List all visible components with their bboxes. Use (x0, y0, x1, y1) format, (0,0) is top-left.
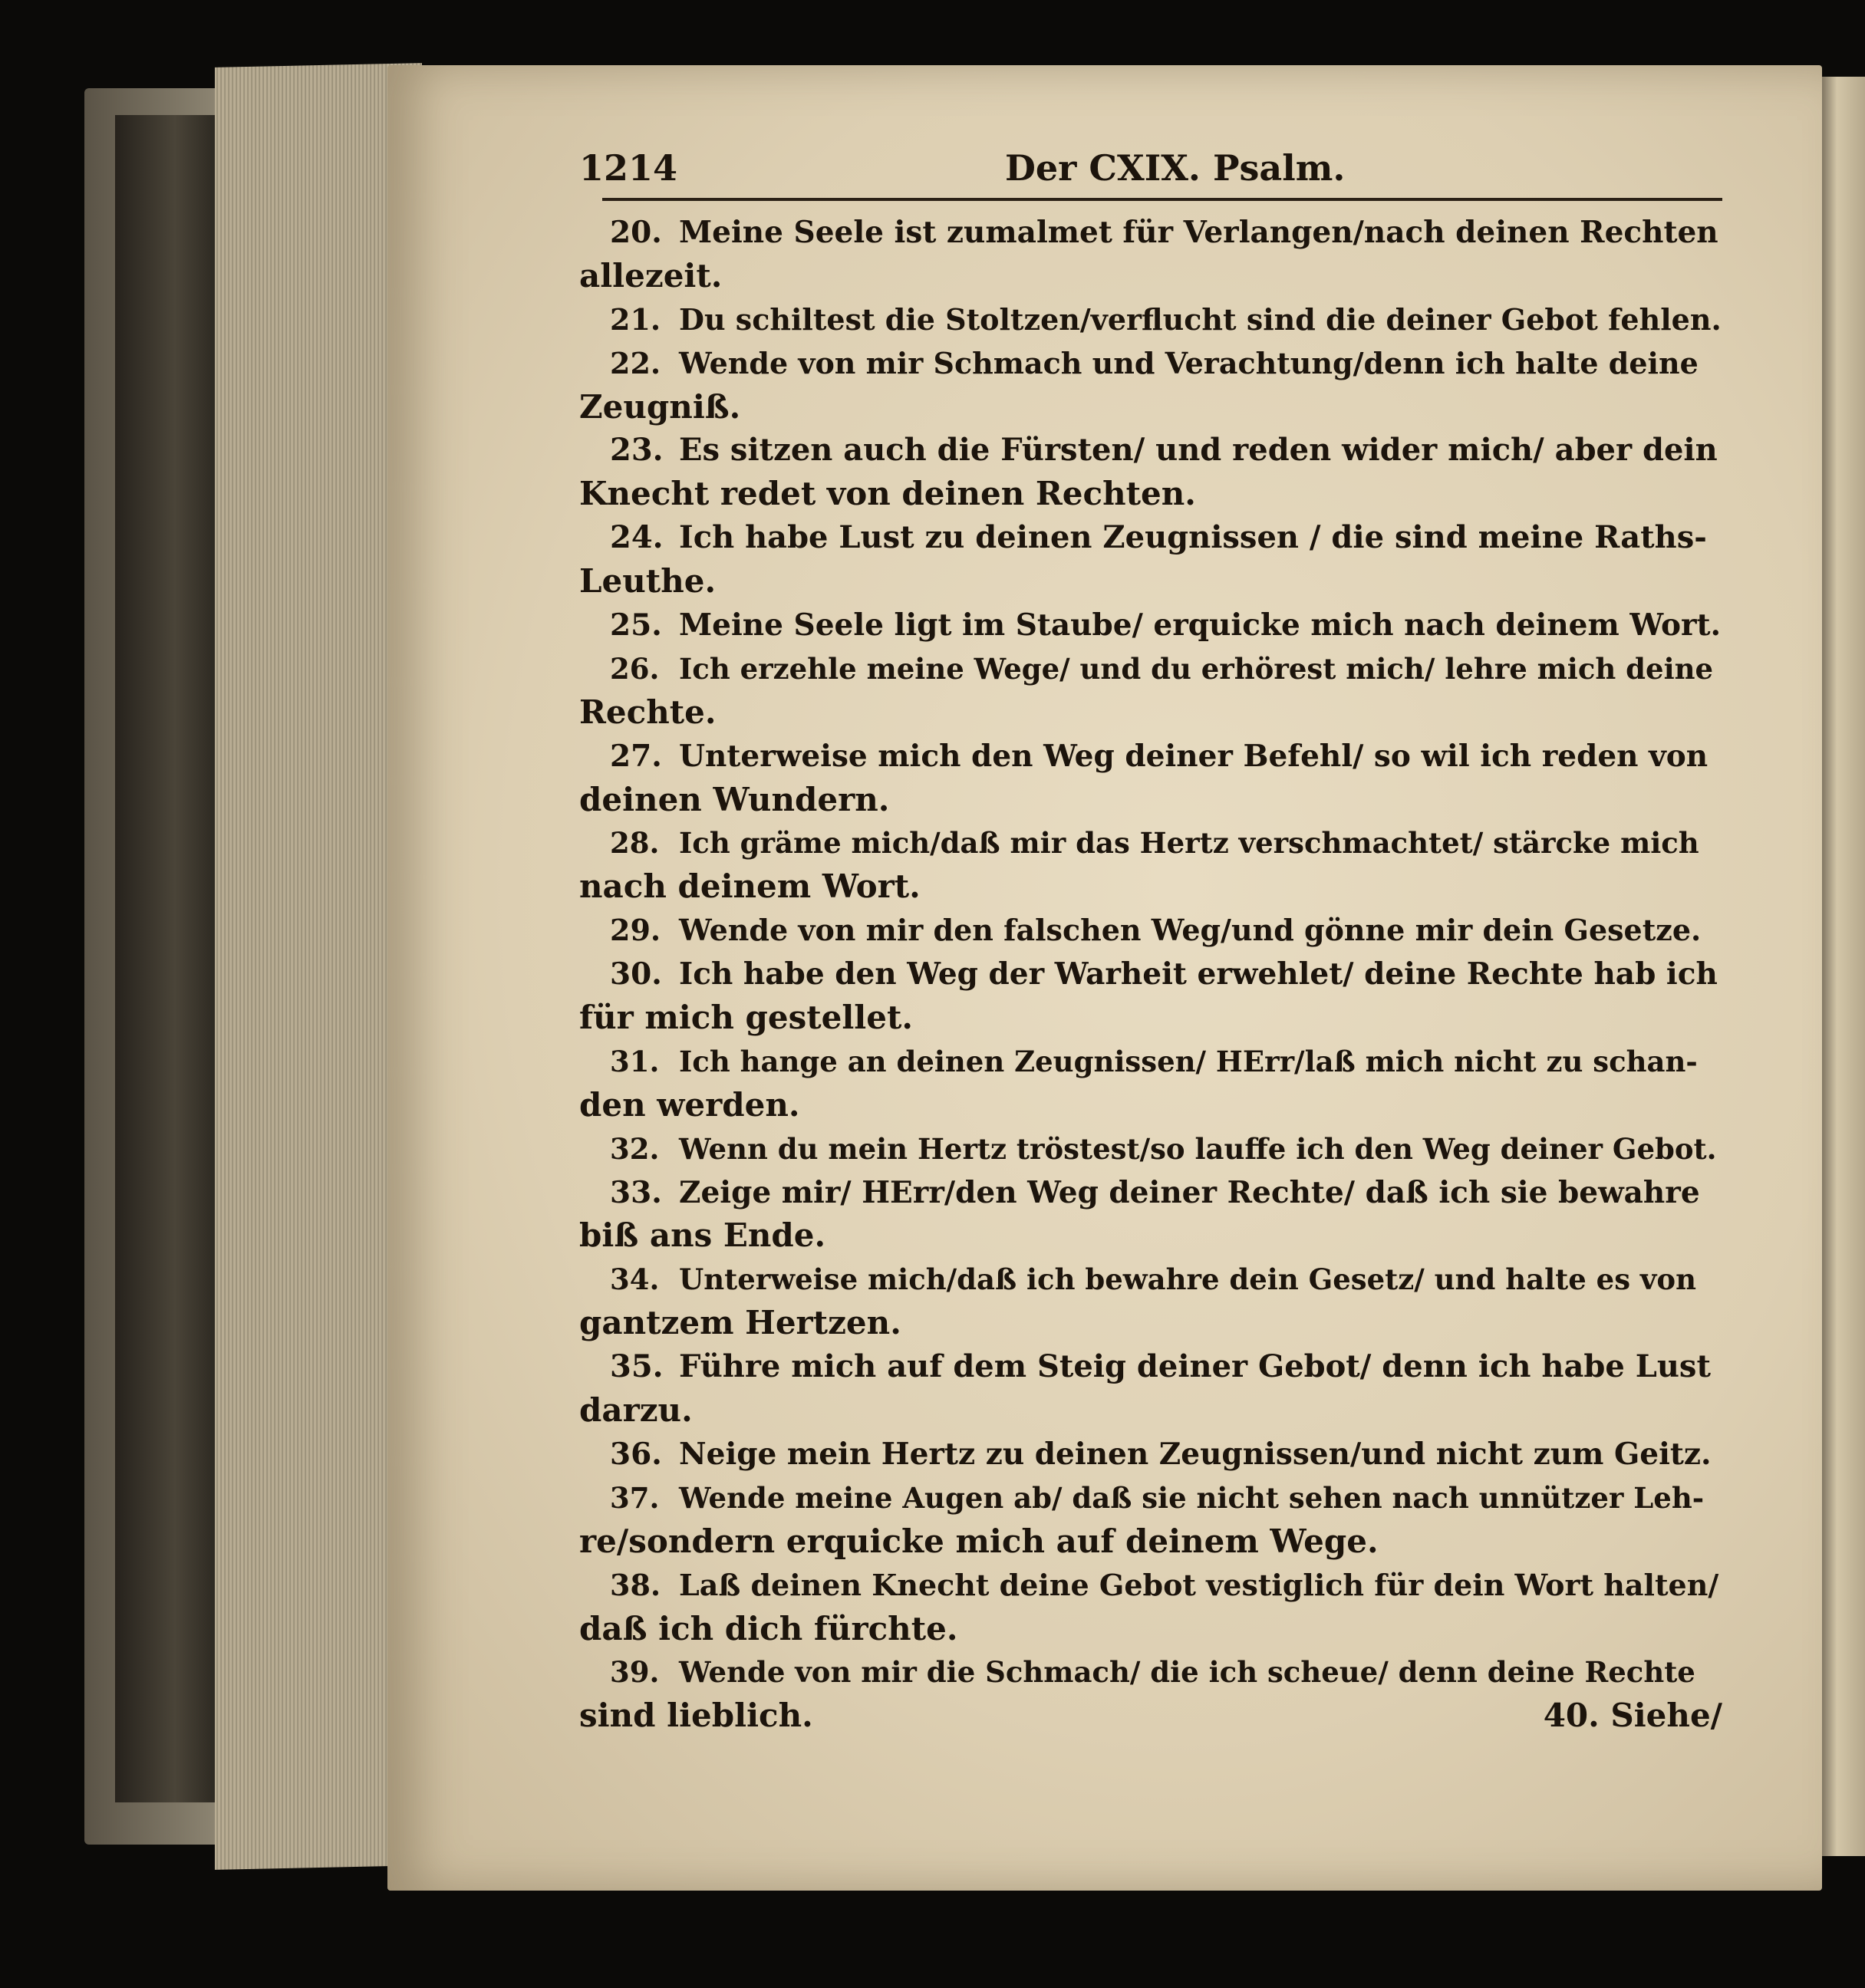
verse-line (579, 1651, 1722, 1694)
page-header (579, 147, 1722, 193)
verse-number: 21. (610, 301, 661, 337)
verse-line (579, 1345, 1722, 1389)
verse-line (579, 1433, 1722, 1476)
verse-text: gantzem Hertzen. (579, 1304, 901, 1342)
verse-text: sind lieblich. (579, 1697, 813, 1735)
running-head: Der CXIX. Psalm. (1005, 147, 1346, 189)
verse-line (579, 1084, 1722, 1127)
verse-line (579, 1127, 1722, 1171)
verse-line (579, 1694, 1722, 1738)
verse-line (579, 1564, 1722, 1608)
verse-number: 26. (610, 651, 660, 686)
verse-number: 38. (610, 1567, 661, 1602)
verse-line (579, 953, 1722, 996)
verse-number: 23. (610, 432, 664, 469)
verse-text: Wende von mir Schmach und Verachtung/denn ich halte deine (679, 345, 1699, 380)
verse-line (579, 1171, 1722, 1215)
verse-text: Unterweise mich den Weg deiner Befehl/ so wil ich reden von (679, 738, 1708, 774)
verse-line (579, 472, 1722, 516)
verse-line (579, 647, 1722, 691)
verse-number: 29. (610, 913, 661, 948)
verse-number: 39. (610, 1655, 660, 1690)
verse-line (579, 1608, 1722, 1651)
catchword: 40. Siehe/ (1543, 1697, 1722, 1735)
verse-text: Laß deinen Knecht deine Gebot vestiglich für dein Wort halten/ (679, 1567, 1719, 1602)
verse-number: 22. (610, 345, 661, 380)
verse-line (579, 821, 1722, 865)
verse-text: Ich habe den Weg der Warheit erwehlet/ deine Rechte hab ich (679, 956, 1718, 992)
verse-line (579, 778, 1722, 822)
verse-text: Führe mich auf dem Steig deiner Gebot/ denn ich habe Lust (679, 1348, 1711, 1385)
verse-line (579, 211, 1722, 255)
verse-text: Zeige mir/ HErr/den Weg deiner Rechte/ daß ich sie bewahre (679, 1174, 1700, 1210)
facing-page-edge (1818, 77, 1865, 1856)
verse-text: darzu. (579, 1391, 693, 1430)
verse-line (579, 255, 1722, 298)
verse-text: Wenn du mein Hertz tröstest/so lauffe ich den Weg deiner Gebot. (679, 1131, 1717, 1166)
verse-number: 34. (610, 1262, 660, 1297)
verse-list (579, 211, 1722, 1738)
verse-line (579, 865, 1722, 909)
verse-line (579, 342, 1722, 386)
verse-text: Wende von mir den falschen Weg/und gönne mir dein Gesetze. (679, 913, 1702, 948)
verse-text: Meine Seele ist zumalmet für Verlangen/nach deinen Rechten (679, 215, 1718, 250)
verse-line (579, 386, 1722, 430)
verse-number: 24. (610, 519, 664, 556)
verse-line (579, 1389, 1722, 1433)
verse-line (579, 735, 1722, 778)
verse-text: Ich gräme mich/daß mir das Hertz verschmachtet/ stärcke mich (679, 826, 1699, 861)
verse-line (579, 1258, 1722, 1302)
verse-line (579, 1214, 1722, 1258)
verse-number: 30. (610, 956, 662, 992)
verse-text: Ich habe Lust zu deinen Zeugnissen / die sind meine Raths- (679, 519, 1707, 556)
verse-line (579, 996, 1722, 1040)
verse-number: 31. (610, 1044, 660, 1078)
verse-number: 28. (610, 826, 660, 861)
verse-text: Meine Seele ligt im Staube/ erquicke mich nach deinem Wort. (679, 607, 1722, 643)
verse-number: 27. (610, 738, 662, 774)
verse-text: Es sitzen auch die Fürsten/ und reden wider mich/ aber dein (679, 432, 1718, 469)
verse-line (579, 1520, 1722, 1564)
verse-text: nach deinem Wort. (579, 867, 921, 906)
verse-number: 32. (610, 1131, 660, 1166)
verse-text: Neige mein Hertz zu deinen Zeugnissen/und nicht zum Geitz. (679, 1436, 1712, 1472)
verse-line (579, 516, 1722, 560)
verse-text: allezeit. (579, 256, 723, 295)
verse-text: für mich gestellet. (579, 999, 913, 1037)
verse-text: biß ans Ende. (579, 1216, 826, 1255)
verse-text: Zeugniß. (579, 387, 741, 426)
verse-number: 20. (610, 215, 662, 250)
header-rule (602, 198, 1722, 201)
verse-text: Leuthe. (579, 562, 717, 601)
verse-line (579, 691, 1722, 735)
verse-text: Ich hange an deinen Zeugnissen/ HErr/laß mich nicht zu schan- (679, 1044, 1698, 1078)
verse-text: Rechte. (579, 693, 717, 731)
verse-text: re/sondern erquicke mich auf deinem Wege. (579, 1522, 1379, 1560)
verse-text: Knecht redet von deinen Rechten. (579, 475, 1196, 513)
verse-text: den werden. (579, 1085, 800, 1124)
verse-line (579, 1302, 1722, 1345)
verse-line (579, 1040, 1722, 1084)
verse-number: 25. (610, 607, 662, 643)
verse-text: daß ich dich fürchte. (579, 1609, 958, 1647)
verse-line (579, 560, 1722, 604)
verse-text: Du schiltest die Stoltzen/verflucht sind die deiner Gebot fehlen. (679, 301, 1722, 337)
verse-text: Wende meine Augen ab/ daß sie nicht sehen nach unnützer Leh- (679, 1480, 1705, 1515)
book-spine (115, 115, 215, 1802)
verse-line (579, 909, 1722, 953)
verse-number: 37. (610, 1480, 660, 1515)
page-number: 1214 (579, 147, 678, 189)
verse-line (579, 1476, 1722, 1520)
verse-line (579, 604, 1722, 647)
verse-text: Unterweise mich/daß ich bewahre dein Gesetz/ und halte es von (679, 1262, 1696, 1297)
verse-number: 36. (610, 1436, 662, 1472)
verse-text: deinen Wundern. (579, 780, 890, 818)
verse-number: 33. (610, 1174, 662, 1210)
verse-number: 35. (610, 1348, 664, 1385)
verse-text: Wende von mir die Schmach/ die ich scheue/ denn deine Rechte (679, 1655, 1695, 1690)
verse-line (579, 429, 1722, 472)
verse-line (579, 298, 1722, 342)
verse-text: Ich erzehle meine Wege/ und du erhörest mich/ lehre mich deine (679, 651, 1714, 686)
